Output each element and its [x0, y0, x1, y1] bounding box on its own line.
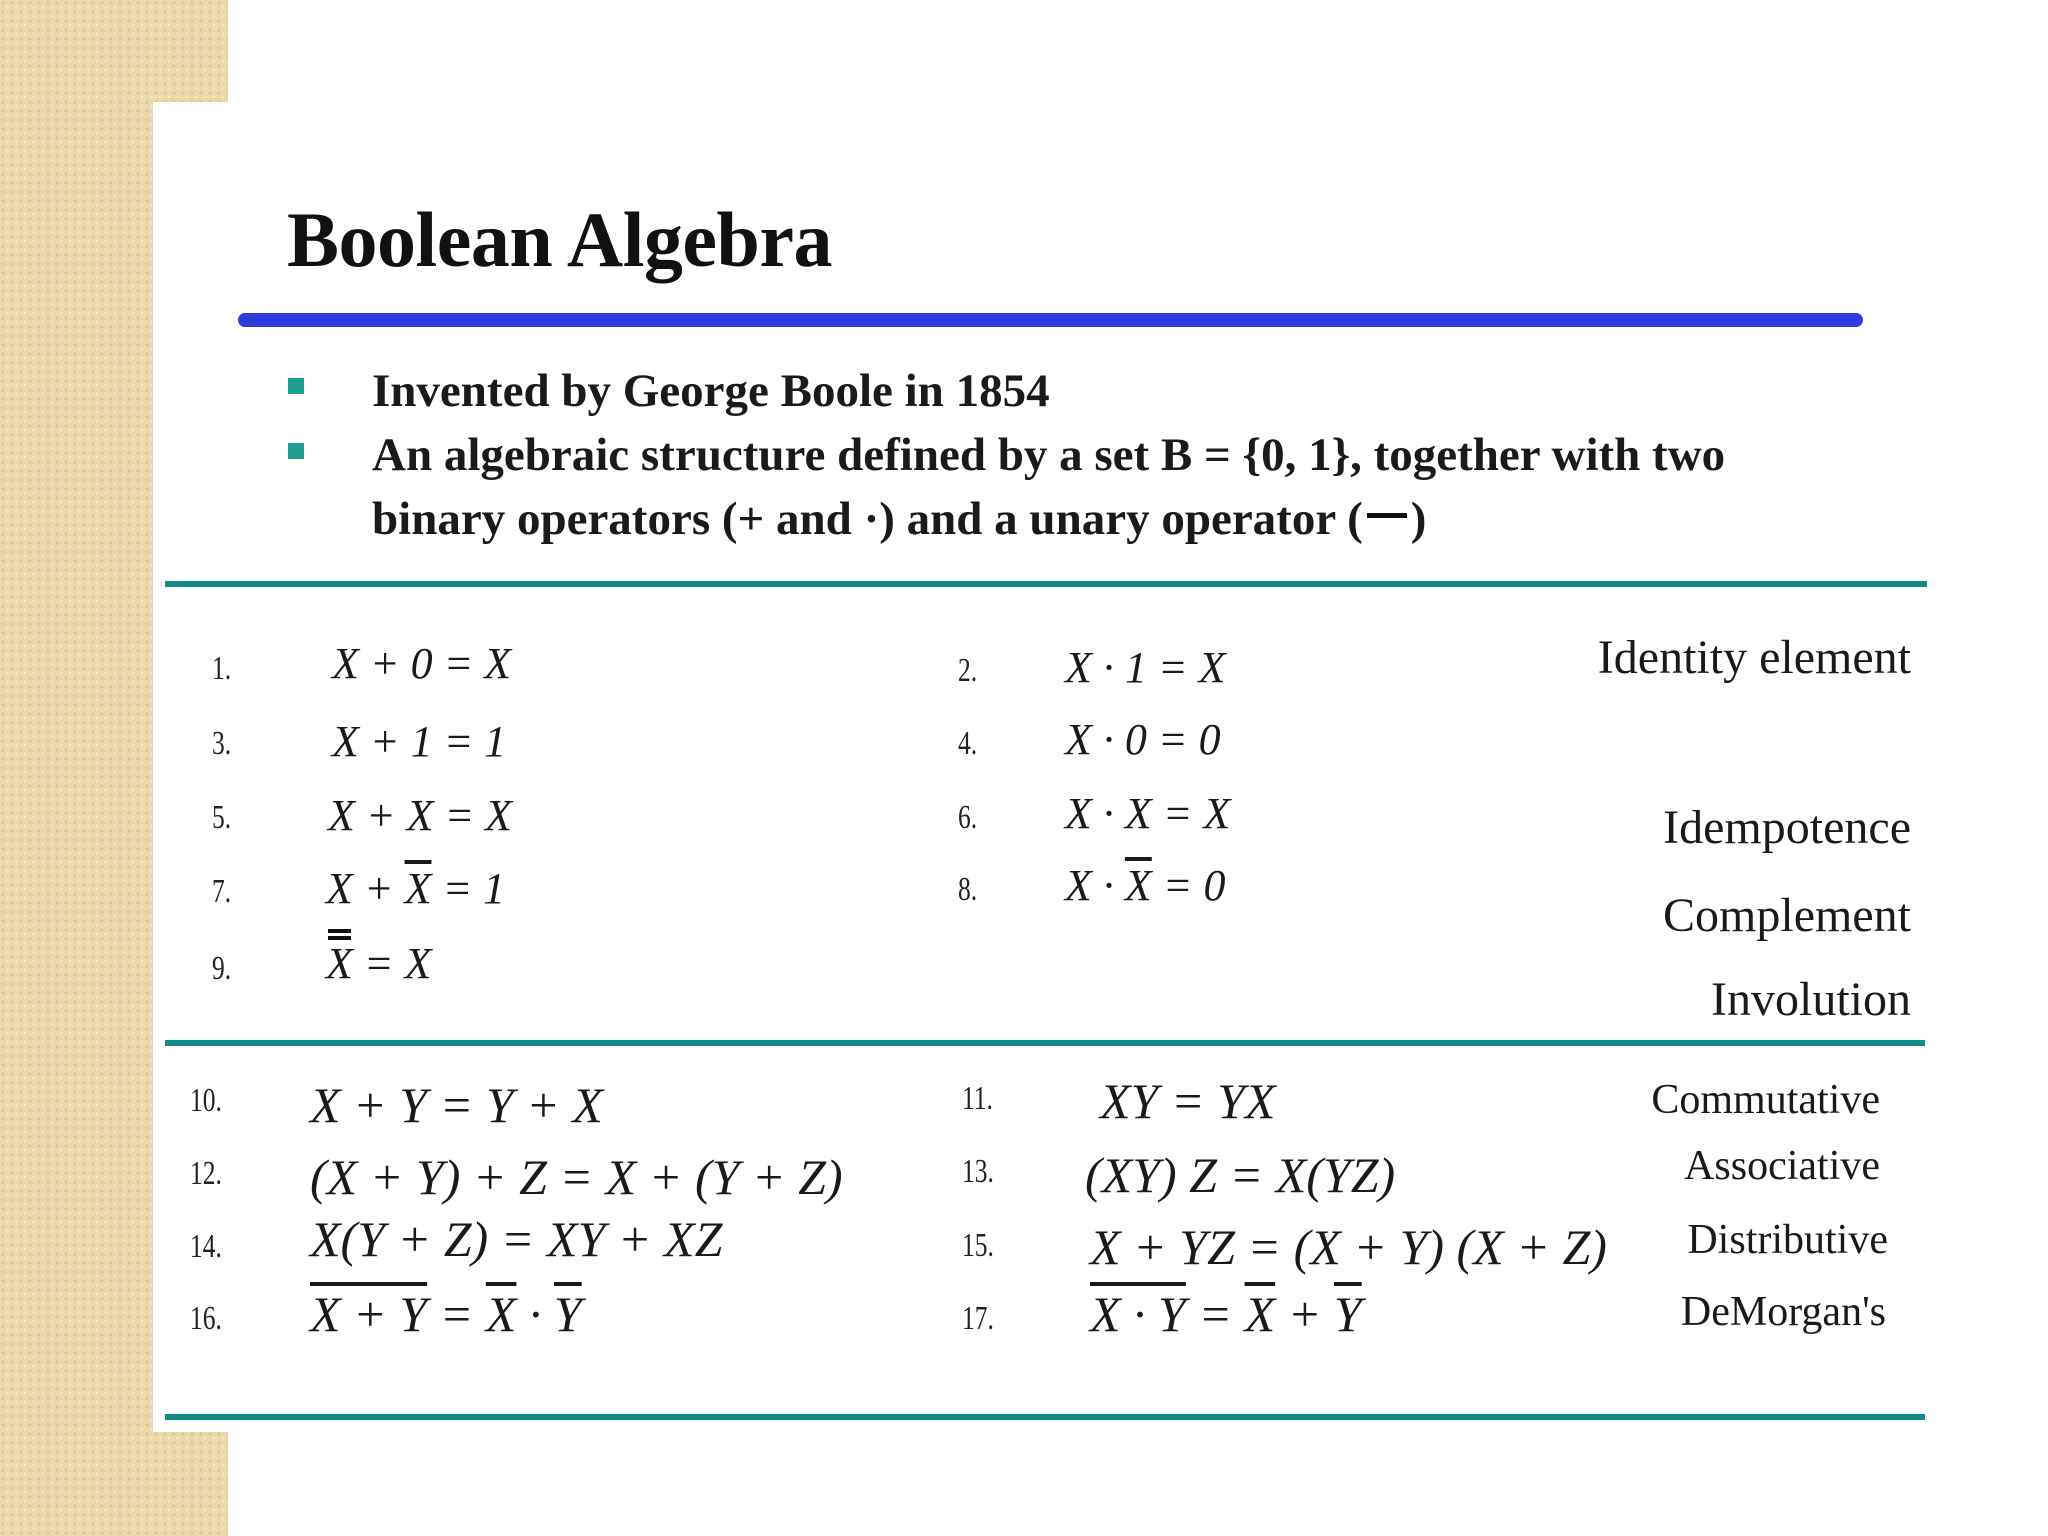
law-equation: X · 0 = 0	[1065, 715, 1221, 764]
law-name: Identity element	[1597, 631, 1911, 684]
bullet-text-1: Invented by George Boole in 1854	[372, 365, 1050, 417]
title-underline	[238, 313, 1863, 327]
law-name: Involution	[1711, 973, 1911, 1026]
law-number: 4.	[958, 725, 978, 762]
law-equation: X + 1 = 1	[332, 717, 507, 766]
law-number: 14.	[190, 1228, 222, 1265]
law-equation: X · 1 = X	[1065, 643, 1226, 692]
law-number: 7.	[212, 873, 232, 910]
law-equation: XY = YX	[1100, 1073, 1276, 1129]
complement-bar: X · Y	[1090, 1286, 1186, 1342]
law-name: Associative	[1684, 1143, 1880, 1189]
law-equation: X = X	[326, 939, 432, 988]
law-equation: X + 0 = X	[332, 639, 512, 688]
law-equation: $X \cdot \overline{X} = 0$	[1065, 861, 1226, 910]
bullet-text-2-line-1: An algebraic structure defined by a set B = {0, 1}, together with two	[372, 429, 1726, 481]
complement-bar: $\overline{X}$	[404, 864, 432, 913]
law-equation: $X + \overline{X} = 1$	[326, 864, 506, 913]
law-equation: $X \cdot Y = \overline{X} + \overline{Y}$	[1090, 1286, 1362, 1342]
complement-bar: $\overline{Y}$	[1333, 1286, 1362, 1342]
law-number: 8.	[958, 871, 978, 908]
law-number: 5.	[212, 799, 232, 836]
complement-bar: $\overline{X}$	[1244, 1286, 1276, 1342]
bullet-text-2-line-2	[372, 492, 1426, 546]
law-name: Idempotence	[1663, 801, 1911, 854]
law-name: Commutative	[1651, 1077, 1880, 1123]
law-number: 11.	[962, 1080, 993, 1117]
law-equation: (X + Y) + Z = X + (Y + Z)	[310, 1149, 843, 1205]
bullet-text-2-line-2-post: )	[1410, 493, 1427, 545]
law-equation: X + Y = Y + X	[310, 1077, 603, 1133]
law-number: 6.	[958, 799, 978, 836]
law-number: 1.	[212, 650, 232, 687]
law-number: 13.	[962, 1153, 994, 1190]
law-name: DeMorgan's	[1680, 1289, 1886, 1335]
section-divider-bottom	[165, 1414, 1925, 1420]
law-equation: $X + Y = \overline{X} \cdot \overline{Y}$	[310, 1286, 582, 1342]
bullet-marker-2	[288, 443, 304, 459]
complement-bar: $\overline{X}$	[485, 1286, 517, 1342]
double-complement-bar: X	[326, 939, 353, 988]
law-number: 3.	[212, 725, 232, 762]
law-number: 9.	[212, 950, 232, 987]
law-number: 2.	[958, 652, 978, 689]
slide-title: Boolean Algebra	[287, 196, 833, 283]
law-name: Distributive	[1687, 1217, 1888, 1263]
overbar-symbol	[1367, 513, 1407, 518]
law-number: 17.	[962, 1300, 994, 1337]
law-number: 10.	[190, 1082, 222, 1119]
complement-bar: X + Y	[310, 1286, 428, 1342]
law-number: 12.	[190, 1155, 222, 1192]
bullet-text-2-line-2-pre: binary operators (+ and ·) and a unary operator (	[372, 493, 1363, 545]
law-equation: X + YZ = (X + Y) (X + Z)	[1090, 1219, 1607, 1275]
section-divider-middle	[165, 1040, 1925, 1046]
law-name: Complement	[1663, 889, 1911, 942]
law-equation: (XY) Z = X(YZ)	[1085, 1147, 1396, 1203]
complement-bar: $\overline{Y}$	[553, 1286, 582, 1342]
complement-bar: $\overline{X}$	[1124, 861, 1152, 910]
law-number: 16.	[190, 1300, 222, 1337]
law-equation: X(Y + Z) = XY + XZ	[310, 1211, 723, 1267]
bullet-marker-1	[288, 378, 304, 394]
section-divider-top	[165, 581, 1927, 587]
law-number: 15.	[962, 1227, 994, 1264]
law-equation: X + X = X	[328, 791, 513, 840]
law-equation: X · X = X	[1065, 789, 1231, 838]
